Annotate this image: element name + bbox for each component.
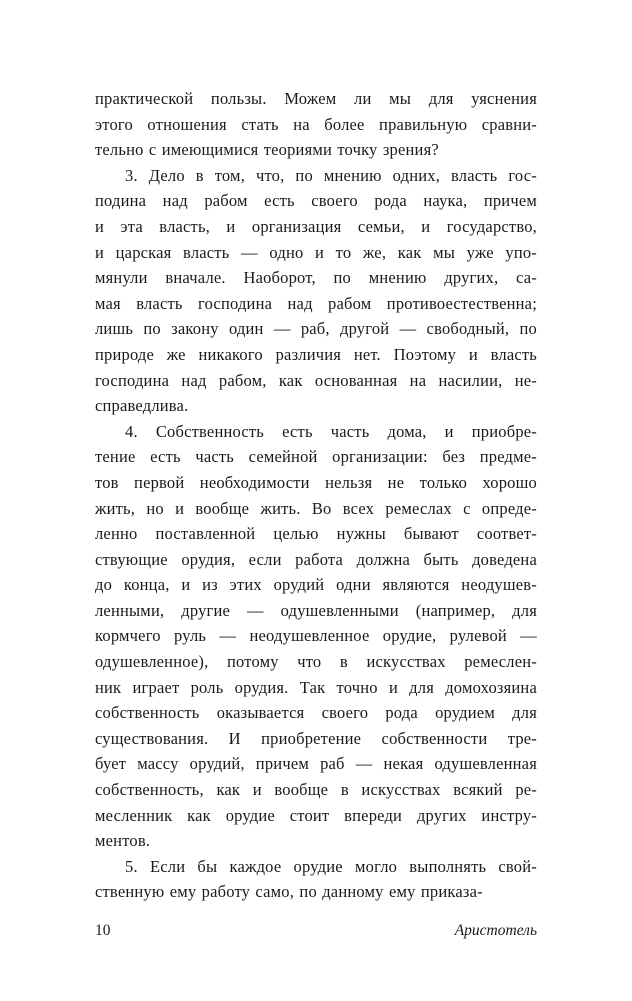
text-line: ментов.	[95, 831, 151, 851]
text-line: 4. Собственность есть часть дома, и приобре-	[125, 421, 537, 441]
text-line: собственность, как и вообще в искусствах всякий ре-	[95, 780, 537, 800]
text-line: жить, но и вообще жить. Во всех ремеслах с опреде-	[95, 498, 537, 518]
paragraph	[95, 854, 537, 905]
text-line: господина над рабом, как основанная на насилии, не-	[95, 370, 537, 390]
paragraph	[95, 419, 537, 854]
text-line: 3. Дело в том, что, по мнению одних, власть гос-	[125, 165, 537, 185]
text-line: одушевленное), потому что в искусствах ремеслен-	[95, 652, 537, 672]
text-line: справедлива.	[95, 396, 189, 416]
paragraph	[95, 86, 537, 163]
body-text	[95, 86, 537, 905]
text-line: существования. И приобретение собственности тре-	[95, 728, 537, 748]
text-line: месленник как орудие стоит впереди других инстру-	[95, 805, 537, 825]
text-line: ственную ему работу само, по данному ему приказа-	[95, 882, 483, 902]
text-line: мянули вначале. Наоборот, по мнению других, са-	[95, 268, 537, 288]
text-line: тение есть часть семейной организации: без предме-	[95, 447, 537, 467]
text-line: мая власть господина над рабом противоестественна;	[95, 293, 537, 313]
text-line: 5. Если бы каждое орудие могло выполнять свой-	[125, 856, 537, 876]
text-line: ленно поставленной целью нужны бывают соответ-	[95, 524, 537, 544]
text-line: ствующие орудия, если работа должна быть доведена	[95, 549, 537, 569]
text-line: кормчего руль — неодушевленное орудие, рулевой —	[95, 626, 537, 646]
text-line: природе же никакого различия нет. Поэтому и власть	[95, 344, 537, 364]
running-title: Аристотель	[454, 922, 537, 939]
text-line: собственность оказывается своего рода орудием для	[95, 703, 537, 723]
text-line: и царская власть — одно и то же, как мы уже упо-	[95, 242, 537, 262]
text-line: лишь по закону один — раб, другой — свободный, по	[95, 319, 537, 339]
text-line: бует массу орудий, причем раб — некая одушевленная	[95, 754, 537, 774]
text-line: практической пользы. Можем ли мы для уяснения	[95, 89, 537, 108]
text-line: подина над рабом есть своего рода наука, причем	[95, 191, 537, 211]
text-line: этого отношения стать на более правильную сравни-	[95, 114, 537, 134]
page-footer	[95, 922, 537, 940]
text-line: тельно с имеющимися теориями точку зрения?	[95, 140, 439, 160]
text-line: ник играет роль орудия. Так точно и для домохозяина	[95, 677, 537, 697]
text-line: и эта власть, и организация семьи, и государство,	[95, 216, 537, 236]
paragraph	[95, 163, 537, 419]
page-number: 10	[95, 922, 111, 939]
text-line: до конца, и из этих орудий одни являются неодушев-	[95, 575, 537, 595]
text-line: ленными, другие — одушевленными (например, для	[95, 600, 537, 620]
text-line: тов первой необходимости нельзя не только хорошо	[95, 472, 537, 492]
